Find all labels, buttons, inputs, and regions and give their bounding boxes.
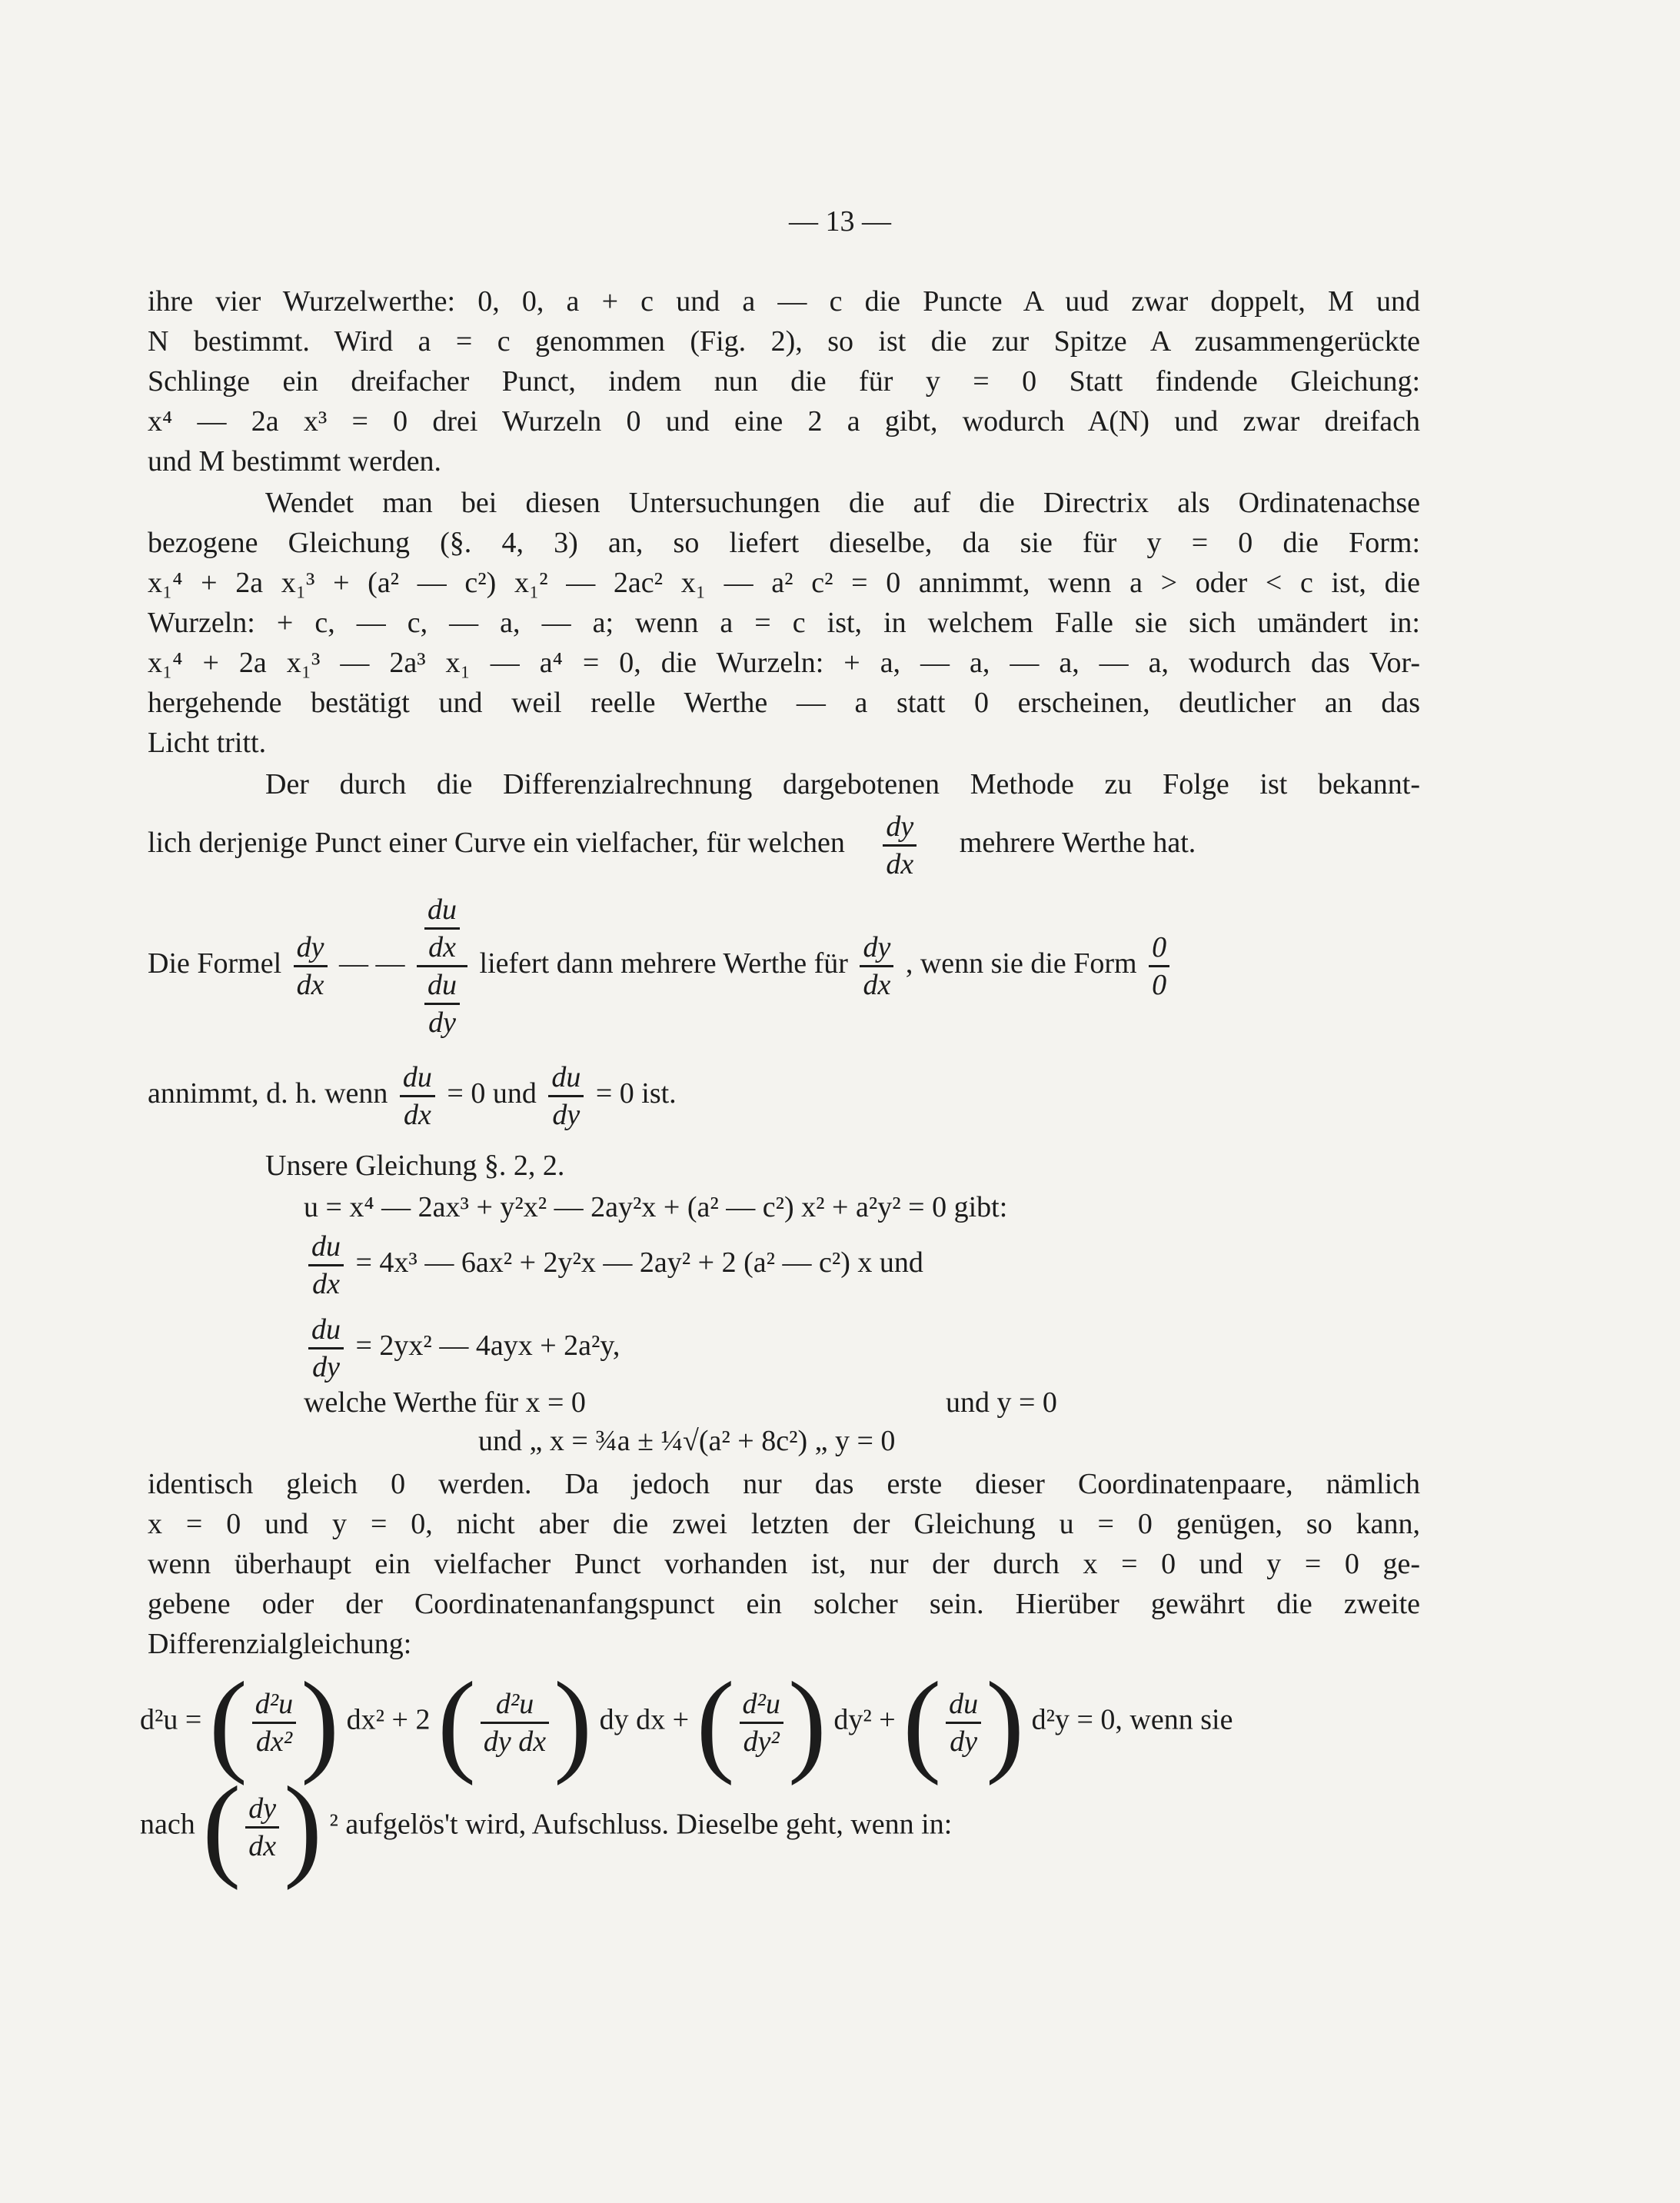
text: Die Formel xyxy=(148,947,282,980)
text: d²y = 0, wenn sie xyxy=(1031,1703,1233,1736)
fraction-dudy xyxy=(308,1312,344,1385)
text: = 0 und xyxy=(447,1077,537,1110)
denominator xyxy=(417,967,467,1040)
denominator: dy xyxy=(428,1007,456,1039)
text: und y = 0 xyxy=(946,1386,1057,1419)
fraction-zero xyxy=(1149,930,1169,1003)
numerator: dy xyxy=(294,930,328,967)
right-paren: ) xyxy=(554,1659,593,1786)
denominator: dy xyxy=(312,1351,340,1383)
denominator: 0 xyxy=(1152,969,1167,1001)
text: lich derjenige Punct einer Curve ein vielfacher, für welchen xyxy=(148,827,845,860)
text: ² aufgelös't wird, Aufschluss. Dieselbe geht, wenn in: xyxy=(329,1808,953,1841)
text-line: identisch gleich 0 werden. Da jedoch nur das erste dieser Coordinatenpaare, nämlich xyxy=(148,1468,1420,1500)
equation-dudy xyxy=(304,1312,620,1385)
minus-sign: — — xyxy=(339,947,405,980)
fraction-d2udx2 xyxy=(252,1686,296,1759)
numerator: d²u xyxy=(740,1686,783,1724)
denominator: dx xyxy=(403,1099,431,1131)
formula-line xyxy=(148,892,1174,1040)
denominator: dx xyxy=(312,1268,340,1300)
fraction-dydx xyxy=(883,809,917,882)
text: = 4x³ — 6ax² + 2y²x — 2ay² + 2 (a² — c²) x und xyxy=(355,1246,923,1280)
fraction-compound xyxy=(417,892,467,1040)
equation-dudx xyxy=(304,1229,923,1302)
right-paren: ) xyxy=(301,1659,340,1786)
text-line: N bestimmt. Wird a = c genommen (Fig. 2), so ist die zur Spitze A zusammengerückte xyxy=(148,325,1420,358)
condition-line xyxy=(148,1060,677,1133)
text-line: Licht tritt. xyxy=(148,727,267,759)
numerator: du xyxy=(400,1060,435,1097)
denominator: dx² xyxy=(255,1725,293,1758)
denominator: dx xyxy=(428,931,456,963)
denominator: dx xyxy=(296,969,324,1001)
page-number: — 13 — xyxy=(789,205,891,238)
text-line: Differenzialgleichung: xyxy=(148,1628,412,1660)
final-line xyxy=(140,1763,953,1891)
right-paren: ) xyxy=(986,1659,1025,1786)
numerator xyxy=(417,892,467,967)
denominator: dx xyxy=(863,969,891,1001)
denominator: dy xyxy=(552,1099,581,1131)
numerator: du xyxy=(424,892,460,930)
text-line: Unsere Gleichung §. 2, 2. xyxy=(265,1150,565,1182)
numerator: d²u xyxy=(481,1686,549,1724)
text-line: x = 0 und y = 0, nicht aber die zwei letzten der Gleichung u = 0 genügen, so kann, xyxy=(148,1508,1420,1540)
left-paren: ( xyxy=(202,1763,241,1891)
numerator: du xyxy=(424,967,460,1005)
numerator: du xyxy=(308,1312,344,1349)
denominator: dy xyxy=(950,1725,978,1758)
denominator: dy² xyxy=(743,1725,780,1758)
text: annimmt, d. h. wenn xyxy=(148,1077,388,1110)
fraction-line xyxy=(148,809,1196,882)
text-line: x₁⁴ + 2a x₁³ + (a² — c²) x₁² — 2ac² x₁ — a² c² = 0 annimmt, wenn a > oder < c ist, die xyxy=(148,567,1420,599)
text-line: Der durch die Differenzialrechnung dargebotenen Methode zu Folge ist bekannt- xyxy=(265,768,1420,800)
right-paren: ) xyxy=(284,1763,323,1891)
right-paren: ) xyxy=(787,1659,827,1786)
fraction-d2udydx xyxy=(481,1686,549,1759)
equation-line: u = x⁴ — 2ax³ + y²x² — 2ay²x + (a² — c²) x² + a²y² = 0 gibt: xyxy=(304,1191,1008,1223)
left-paren: ( xyxy=(208,1659,248,1786)
text-line: Wurzeln: + c, — c, — a, — a; wenn a = c ist, in welchem Falle sie sich umändert in: xyxy=(148,607,1420,639)
denominator: dy dx xyxy=(483,1725,547,1758)
fraction-dudy xyxy=(548,1060,584,1133)
text-line: x₁⁴ + 2a x₁³ — 2a³ x₁ — a⁴ = 0, die Wurzeln: + a, — a, — a, — a, wodurch das Vor- xyxy=(148,647,1420,679)
text: dy dx + xyxy=(599,1703,690,1736)
text: und „ x = ¾a ± ¼√(a² + 8c²) „ y = 0 xyxy=(478,1425,896,1457)
text: dy² + xyxy=(833,1703,896,1736)
second-differential-equation xyxy=(140,1659,1233,1786)
numerator: du xyxy=(946,1686,981,1724)
inner-fraction xyxy=(424,967,460,1040)
numerator: 0 xyxy=(1149,930,1169,967)
text: welche Werthe für x = 0 xyxy=(304,1386,586,1419)
text-line: bezogene Gleichung (§. 4, 3) an, so liefert dieselbe, da sie für y = 0 die Form: xyxy=(148,527,1420,559)
fraction-dudx xyxy=(400,1060,435,1133)
text-line: Wendet man bei diesen Untersuchungen die auf die Directrix als Ordinatenachse xyxy=(265,487,1420,519)
text: liefert dann mehrere Werthe für xyxy=(479,947,848,980)
text-line: hergehende bestätigt und weil reelle Werthe — a statt 0 erscheinen, deutlicher an das xyxy=(148,687,1420,719)
text: nach xyxy=(140,1808,195,1841)
left-paren: ( xyxy=(437,1659,476,1786)
fraction-d2udy2 xyxy=(740,1686,783,1759)
text-line: wenn überhaupt ein vielfacher Punct vorhanden ist, nur der durch x = 0 und y = 0 ge- xyxy=(148,1548,1420,1580)
denominator: dx xyxy=(886,848,914,880)
numerator: du xyxy=(548,1060,584,1097)
fraction-dydx xyxy=(245,1791,279,1864)
text: d²u = xyxy=(140,1703,202,1736)
fraction-dudx xyxy=(308,1229,344,1302)
fraction-dydx xyxy=(294,930,328,1003)
denominator: dx xyxy=(248,1829,277,1862)
text: dx² + 2 xyxy=(346,1703,431,1736)
fraction-dudy xyxy=(946,1686,981,1759)
numerator: du xyxy=(308,1229,344,1266)
text: = 0 ist. xyxy=(595,1077,677,1110)
text-line: Schlinge ein dreifacher Punct, indem nun die für y = 0 Statt findende Gleichung: xyxy=(148,365,1420,398)
text: , wenn sie die Form xyxy=(905,947,1137,980)
text: = 2yx² — 4ayx + 2a²y, xyxy=(355,1329,620,1363)
text-line: ihre vier Wurzelwerthe: 0, 0, a + c und a — c die Puncte A uud zwar doppelt, M und xyxy=(148,285,1420,318)
numerator: dy xyxy=(245,1791,279,1829)
numerator: dy xyxy=(883,809,917,847)
fraction-dydx xyxy=(860,930,893,1003)
numerator: dy xyxy=(860,930,893,967)
inner-fraction xyxy=(424,892,460,965)
text-line: und M bestimmt werden. xyxy=(148,445,442,478)
left-paren: ( xyxy=(903,1659,942,1786)
text-line: gebene oder der Coordinatenanfangspunct ein solcher sein. Hierüber gewährt die zweite xyxy=(148,1588,1420,1620)
text-line: x⁴ — 2a x³ = 0 drei Wurzeln 0 und eine 2 a gibt, wodurch A(N) und zwar dreifach xyxy=(148,405,1420,438)
text: mehrere Werthe hat. xyxy=(959,827,1196,860)
numerator: d²u xyxy=(252,1686,296,1724)
left-paren: ( xyxy=(696,1659,735,1786)
